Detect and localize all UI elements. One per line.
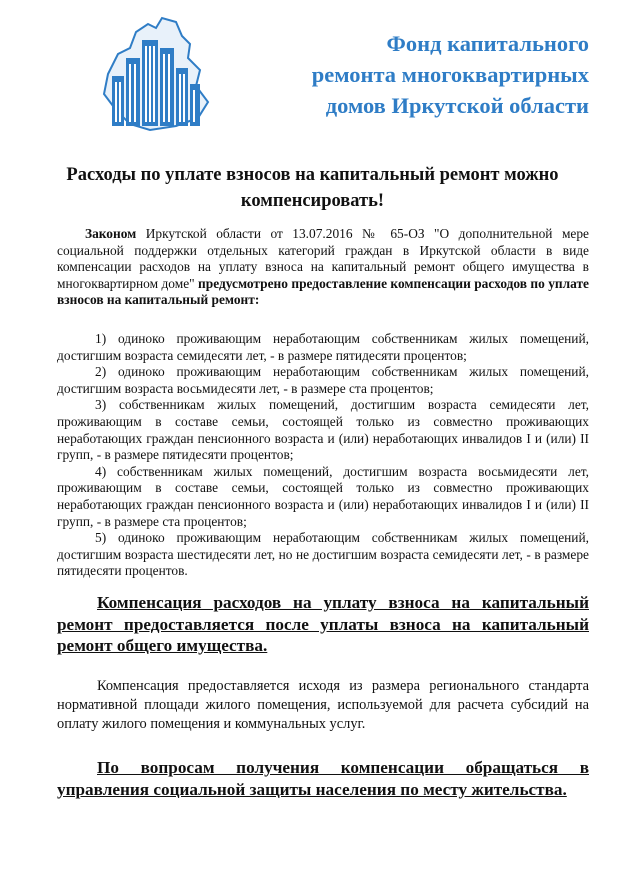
law-bold-start: Законом [85,226,137,241]
compensation-paragraph [57,677,589,734]
contact-notice: По вопросам получения компенсации обращаться в управления социальной защиты населения по месту жительства. [57,758,589,799]
payment-notice: Компенсация расходов на уплату взноса на капитальный ремонт предоставляется после уплаты взноса на капитальный ремонт общего имущества. [57,593,589,655]
law-bold-end: предусмотрено предоставление компенсации расходов по уплате взносов на капитальный ремонт: [57,275,589,308]
headline-line: Расходы по уплате взносов на капитальный ремонт можно [66,165,559,185]
org-title-line: ремонта многоквартирных [311,62,589,87]
category-list [57,331,589,580]
org-title-line: Фонд капитального [386,31,589,56]
law-text [57,226,589,309]
list-item: 3) собственникам жилых помещений, достигшим возраста семидесяти лет, проживающим в составе семьи, состоящей только из совместно проживающих неработающих граждан пенсионного возраста и (или) неработающих инвалидов I и (или) II групп, - в размере пятидесяти процентов; [57,397,589,463]
list-item: 1) одиноко проживающим неработающим собственникам жилых помещений, достигшим возраста семидесяти лет, - в размере пятидесяти процентов; [57,331,589,363]
law-body: Иркутской области от 13.07.2016 № 65-ОЗ "О дополнительной мере социальной поддержки отдельных категорий граждан в Иркутской области в виде компенсации расходов на уплату взноса на капитальный ремонт общего имущества в многоквартирном доме" [57,226,589,291]
law-paragraph [57,226,589,309]
list-item: 2) одиноко проживающим неработающим собственникам жилых помещений, достигшим возраста восьмидесяти лет, - в размере ста процентов; [57,364,589,396]
page-headline [36,162,589,214]
headline-line: компенсировать! [240,191,385,211]
list-item: 4) собственникам жилых помещений, достигшим возраста восьмидесяти лет, проживающим в составе семьи, состоящей только из совместно проживающих неработающих граждан пенсионного возраста и (или) неработающих инвалидов I и (или) II групп, - в размере ста процентов; [57,463,589,529]
org-title [209,28,589,121]
compensation-text: Компенсация предоставляется исходя из размера регионального стандарта нормативной площади жилого помещения, используемой для расчета субсидий на оплату жилого помещения и коммунальных услуг. [57,678,589,732]
org-title-line: домов Иркутской области [325,93,589,118]
list-item: 5) одиноко проживающим неработающим собственникам жилых помещений, достигшим возраста шестидесяти лет, но не достигшим возраста семидесяти лет, - в размере пятидесяти процентов. [57,530,589,579]
